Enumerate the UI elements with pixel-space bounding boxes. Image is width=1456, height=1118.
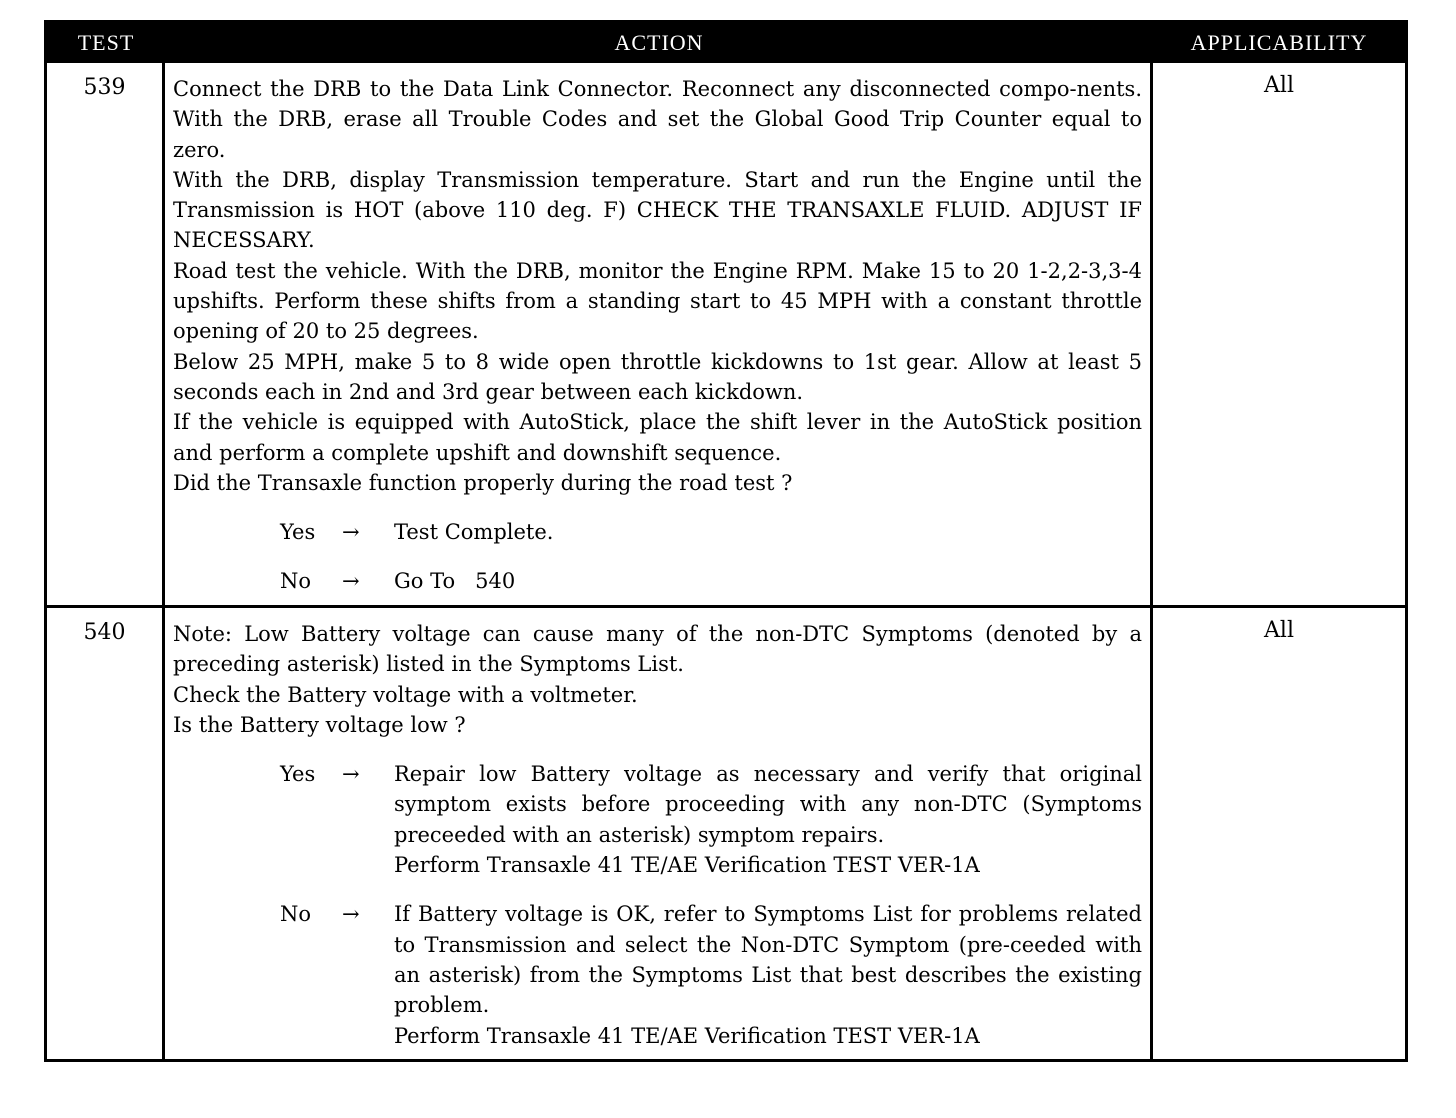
action-paragraph: Note: Low Battery voltage can cause many of the non-DTC Symptoms (denoted by a preceding asterisk) listed in the Symptoms List. <box>173 622 1142 677</box>
answer-text: Go To 540 <box>394 569 516 594</box>
answer-text: If Battery voltage is OK, refer to Symptoms List for problems related to Transmission and select the Non-DTC Symptom (pre-ceeded with an asterisk) from the Symptoms List that best describes the existing problem. <box>394 902 1142 1018</box>
applicability-value: All <box>1264 73 1294 98</box>
applicability-value: All <box>1264 618 1294 643</box>
action-paragraph: Below 25 MPH, make 5 to 8 wide open throttle kickdowns to 1st gear. Allow at least 5 seconds each in 2nd and 3rd gear between each kickdown. <box>173 349 1142 404</box>
action-paragraph: Connect the DRB to the Data Link Connector. Reconnect any disconnected compo-nents. With the DRB, erase all Trouble Codes and set the Global Good Trip Counter equal to zero. <box>173 77 1142 162</box>
arrow-right-icon: → <box>342 520 360 545</box>
action-paragraph: Check the Battery voltage with a voltmeter. <box>173 682 638 707</box>
test-number: 540 <box>47 608 165 1059</box>
table-row-539 <box>47 63 1405 605</box>
action-paragraph: Is the Battery voltage low ? <box>173 712 466 737</box>
answer-yes <box>173 759 1142 880</box>
answer-text: Test Complete. <box>394 520 554 545</box>
answer-no <box>173 566 1142 596</box>
answer-no <box>173 899 1142 1050</box>
answer-label: Yes <box>280 520 316 545</box>
test-number: 539 <box>47 63 165 605</box>
answer-label: Yes <box>280 762 316 787</box>
arrow-right-icon: → <box>342 762 360 787</box>
answer-text: Repair low Battery voltage as necessary and verify that original symptom exists before proceeding with any non-DTC (Symptoms preceeded with an asterisk) symptom repairs. <box>394 762 1142 847</box>
arrow-right-icon: → <box>342 569 360 594</box>
action-paragraph: With the DRB, display Transmission temperature. Start and run the Engine until the Transmission is HOT (above 110 deg. F) CHECK THE TRANSAXLE FLUID. ADJUST IF NECESSARY. <box>173 167 1142 253</box>
action-paragraph: Did the Transaxle function properly during the road test ? <box>173 470 793 495</box>
arrow-right-icon: → <box>342 902 360 927</box>
action-cell <box>165 608 1153 1059</box>
header-action: ACTION <box>614 30 704 55</box>
answer-label: No <box>280 902 312 927</box>
action-paragraph: Road test the vehicle. With the DRB, monitor the Engine RPM. Make 15 to 20 1-2,2-3,3-4 upshifts. Perform these shifts from a standing start to 45 MPH with a constant throttle opening of 20 to 25 degrees. <box>173 258 1142 344</box>
answer-text: Perform Transaxle 41 TE/AE Verification TEST VER-1A <box>394 853 980 878</box>
table-header <box>47 23 1405 63</box>
header-applicability: APPLICABILITY <box>1190 30 1368 55</box>
answer-label: No <box>280 569 312 594</box>
action-paragraph: If the vehicle is equipped with AutoStick, place the shift lever in the AutoStick position and perform a complete upshift and downshift sequence. <box>173 410 1142 465</box>
table-row-540 <box>47 605 1405 1059</box>
action-cell <box>165 63 1153 605</box>
answer-yes <box>173 517 1142 547</box>
test-procedure-table <box>44 20 1408 1062</box>
answer-text: Perform Transaxle 41 TE/AE Verification TEST VER-1A <box>394 1023 980 1048</box>
header-test: TEST <box>77 30 135 55</box>
